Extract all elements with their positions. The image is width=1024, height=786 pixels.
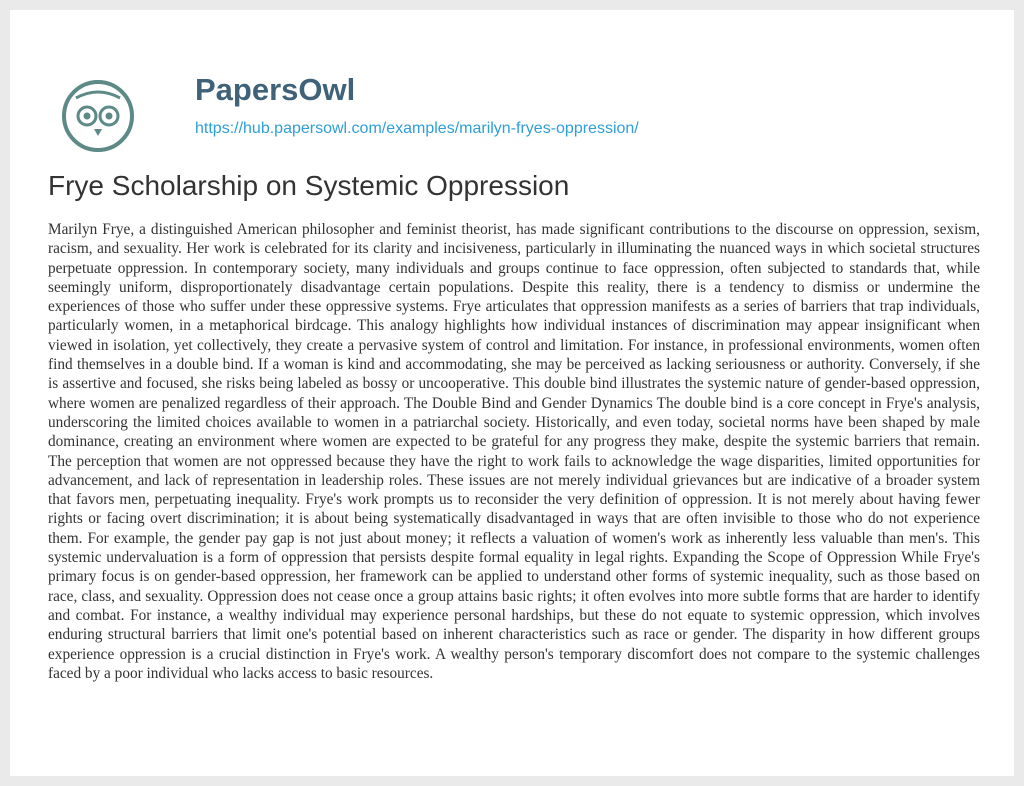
owl-face-icon <box>58 76 138 156</box>
page <box>10 10 1014 776</box>
essay-body: Marilyn Frye, a distinguished American philosopher and feminist theorist, has made significant contributions to the discourse on oppression, sexism, racism, and sexuality. Her work is celebrated for its clarity and incisiveness, particularly in illuminating the nuanced ways in which societal structures perpetuate oppression. In contemporary society, many individuals and groups continue to face oppression, often subjected to standards that, while seemingly uniform, disproportionately disadvantage certain populations. Despite this reality, there is a tendency to dismiss or undermine the experiences of those who suffer under these oppressive systems. Frye articulates that oppression manifests as a series of barriers that trap individuals, particularly women, in a metaphorical birdcage. This analogy highlights how individual instances of discrimination may appear insignificant when viewed in isolation, yet collectively, they create a pervasive system of control and limitation. For instance, in professional environments, women often find themselves in a double bind. If a woman is kind and accommodating, she may be perceived as lacking seriousness or authority. Conversely, if she is assertive and focused, she risks being labeled as bossy or uncooperative. This double bind illustrates the systemic nature of gender-based oppression, where women are penalized regardless of their approach. The Double Bind and Gender Dynamics The double bind is a core concept in Frye's analysis, underscoring the limited choices available to women in a patriarchal society. Historically, and even today, societal norms have been shaped by male dominance, creating an environment where women are expected to be grateful for any progress they make, despite the systemic barriers that remain. The perception that women are not oppressed because they have the right to work fails to acknowledge the wage disparities, limited opportunities for advancement, and lack of representation in leadership roles. These issues are not merely individual grievances but are indicative of a broader system that favors men, perpetuating inequality. Frye's work prompts us to reconsider the very definition of oppression. It is not merely about having fewer rights or facing overt discrimination; it is about being systematically disadvantaged in ways that are often invisible to those who do not experience them. For example, the gender pay gap is not just about money; it reflects a valuation of women's work as inherently less valuable than men's. This systemic undervaluation is a form of oppression that persists despite formal equality in legal rights. Expanding the Scope of Oppression While Frye's primary focus is on gender-based oppression, her framework can be applied to understand other forms of systemic inequality, such as those based on race, class, and sexuality. Oppression does not cease once a group attains basic rights; it often evolves into more subtle forms that are harder to identify and combat. For instance, a wealthy individual may experience personal hardships, but these do not equate to systemic oppression, which involves enduring structural barriers that limit one's potential based on inherent characteristics such as race or gender. The disparity in how different groups experience oppression is a crucial distinction in Frye's work. A wealthy person's temporary discomfort does not compare to the systemic challenges faced by a poor individual who lacks access to basic resources. <box>48 221 980 682</box>
essay-title: Frye Scholarship on Systemic Oppression <box>48 170 570 201</box>
source-url-link[interactable]: https://hub.papersowl.com/examples/marilyn-fryes-oppression/ <box>195 120 639 137</box>
site-brand-name: PapersOwl <box>195 72 356 107</box>
